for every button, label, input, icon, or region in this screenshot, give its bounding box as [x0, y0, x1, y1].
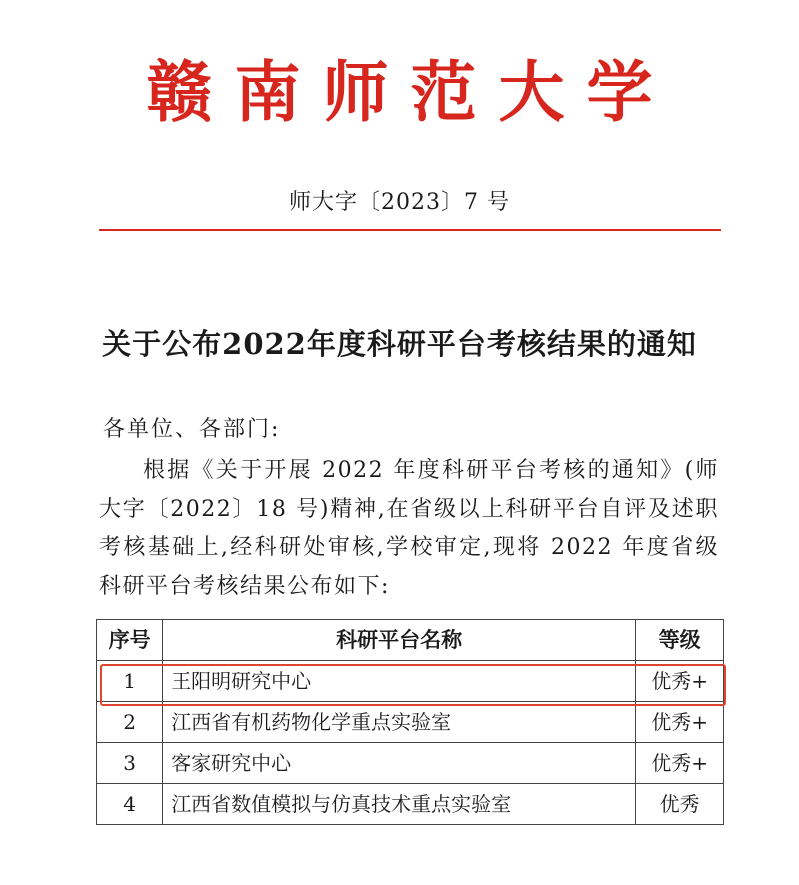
notice-title: 关于公布2022年度科研平台考核结果的通知 — [102, 327, 697, 361]
header-grade: 等级 — [636, 620, 724, 661]
row-number: 3 — [97, 743, 163, 784]
table-header-row — [97, 620, 724, 661]
row-number: 1 — [97, 661, 163, 702]
body-paragraph: 根据《关于开展 2022 年度科研平台考核的通知》(师大字〔2022〕18 号)精神,在省级以上科研平台自评及述职考核基础上,经科研处审核,学校审定,现将 2022 年度省级科研平台考核结果公布如下: — [99, 458, 719, 599]
row-platform-name: 王阳明研究中心 — [163, 661, 636, 702]
table-row — [97, 702, 724, 743]
row-grade: 优秀+ — [636, 702, 724, 743]
row-platform-name: 江西省数值模拟与仿真技术重点实验室 — [163, 784, 636, 825]
red-divider-line — [99, 229, 721, 231]
document-number: 师大字〔2023〕7 号 — [289, 190, 510, 215]
row-number: 2 — [97, 702, 163, 743]
results-table — [96, 619, 724, 825]
table-row — [97, 784, 724, 825]
row-platform-name: 客家研究中心 — [163, 743, 636, 784]
row-platform-name: 江西省有机药物化学重点实验室 — [163, 702, 636, 743]
header-platform-name: 科研平台名称 — [163, 620, 636, 661]
row-number: 4 — [97, 784, 163, 825]
table-row — [97, 743, 724, 784]
university-masthead: 赣南师范大学 — [146, 53, 675, 131]
header-number: 序号 — [97, 620, 163, 661]
row-grade: 优秀 — [636, 784, 724, 825]
row-grade: 优秀+ — [636, 743, 724, 784]
row-grade: 优秀+ — [636, 661, 724, 702]
salutation: 各单位、各部门: — [103, 417, 281, 442]
table-row — [97, 661, 724, 702]
